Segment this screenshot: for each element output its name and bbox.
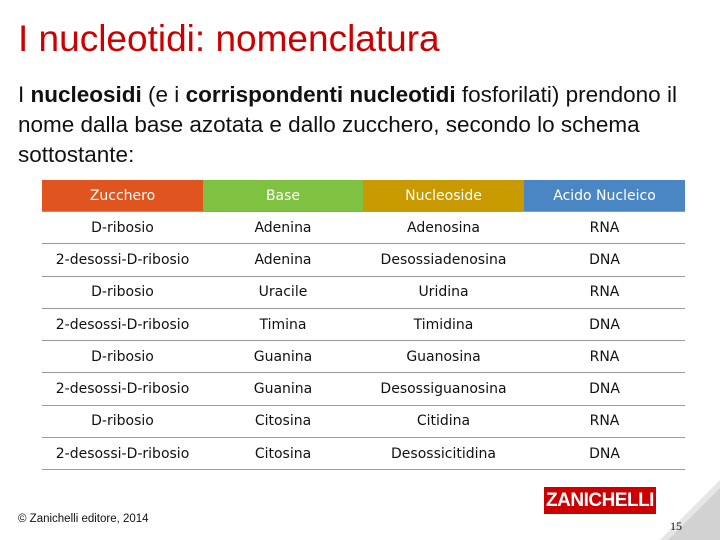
- cell-base: Adenina: [203, 244, 363, 276]
- cell-zucchero: 2-desossi-D-ribosio: [42, 244, 203, 276]
- cell-acido-nucleico: RNA: [524, 276, 685, 308]
- cell-acido-nucleico: DNA: [524, 244, 685, 276]
- intro-text-3: fosforilati) prendono il nome dalla base azotata e dallo zucchero, secondo lo schema sottostante:: [18, 82, 677, 167]
- cell-zucchero: D-ribosio: [42, 405, 203, 437]
- cell-nucleoside: Uridina: [363, 276, 524, 308]
- header-nucleoside: Nucleoside: [363, 180, 524, 212]
- intro-bold-nucleosidi: nucleosidi: [30, 82, 142, 107]
- cell-acido-nucleico: RNA: [524, 212, 685, 244]
- cell-nucleoside: Guanosina: [363, 341, 524, 373]
- intro-bold-nucleotidi: corrispondenti nucleotidi: [185, 82, 456, 107]
- cell-base: Citosina: [203, 405, 363, 437]
- cell-nucleoside: Citidina: [363, 405, 524, 437]
- table-header-row: [42, 180, 685, 212]
- page-curl-icon: [660, 480, 720, 540]
- header-zucchero: Zucchero: [42, 180, 203, 212]
- cell-acido-nucleico: DNA: [524, 308, 685, 340]
- cell-acido-nucleico: DNA: [524, 438, 685, 470]
- zanichelli-logo: ZANICHELLI: [544, 487, 656, 514]
- table-row: [42, 212, 685, 244]
- slide-title: I nucleotidi: nomenclatura: [18, 18, 440, 59]
- cell-base: Timina: [203, 308, 363, 340]
- cell-zucchero: D-ribosio: [42, 276, 203, 308]
- table-row: [42, 405, 685, 437]
- cell-nucleoside: Desossiadenosina: [363, 244, 524, 276]
- cell-zucchero: 2-desossi-D-ribosio: [42, 373, 203, 405]
- intro-paragraph: [18, 80, 708, 170]
- intro-text-2: (e i: [141, 82, 186, 107]
- table-row: [42, 244, 685, 276]
- cell-base: Guanina: [203, 373, 363, 405]
- page-number: 15: [670, 519, 682, 533]
- cell-nucleoside: Desossicitidina: [363, 438, 524, 470]
- table-row: [42, 308, 685, 340]
- copyright-notice: © Zanichelli editore, 2014: [18, 513, 149, 525]
- cell-zucchero: 2-desossi-D-ribosio: [42, 308, 203, 340]
- cell-nucleoside: Desossiguanosina: [363, 373, 524, 405]
- cell-zucchero: D-ribosio: [42, 212, 203, 244]
- cell-nucleoside: Timidina: [363, 308, 524, 340]
- cell-zucchero: 2-desossi-D-ribosio: [42, 438, 203, 470]
- table-row: [42, 341, 685, 373]
- cell-base: Adenina: [203, 212, 363, 244]
- table-row: [42, 373, 685, 405]
- cell-base: Guanina: [203, 341, 363, 373]
- cell-nucleoside: Adenosina: [363, 212, 524, 244]
- cell-acido-nucleico: RNA: [524, 341, 685, 373]
- header-base: Base: [203, 180, 363, 212]
- cell-acido-nucleico: DNA: [524, 373, 685, 405]
- cell-zucchero: D-ribosio: [42, 341, 203, 373]
- cell-acido-nucleico: RNA: [524, 405, 685, 437]
- header-acido-nucleico: Acido Nucleico: [524, 180, 685, 212]
- cell-base: Uracile: [203, 276, 363, 308]
- table-row: [42, 438, 685, 470]
- table-row: [42, 276, 685, 308]
- cell-base: Citosina: [203, 438, 363, 470]
- nomenclature-table: [42, 180, 685, 470]
- intro-text-1: I: [18, 82, 31, 107]
